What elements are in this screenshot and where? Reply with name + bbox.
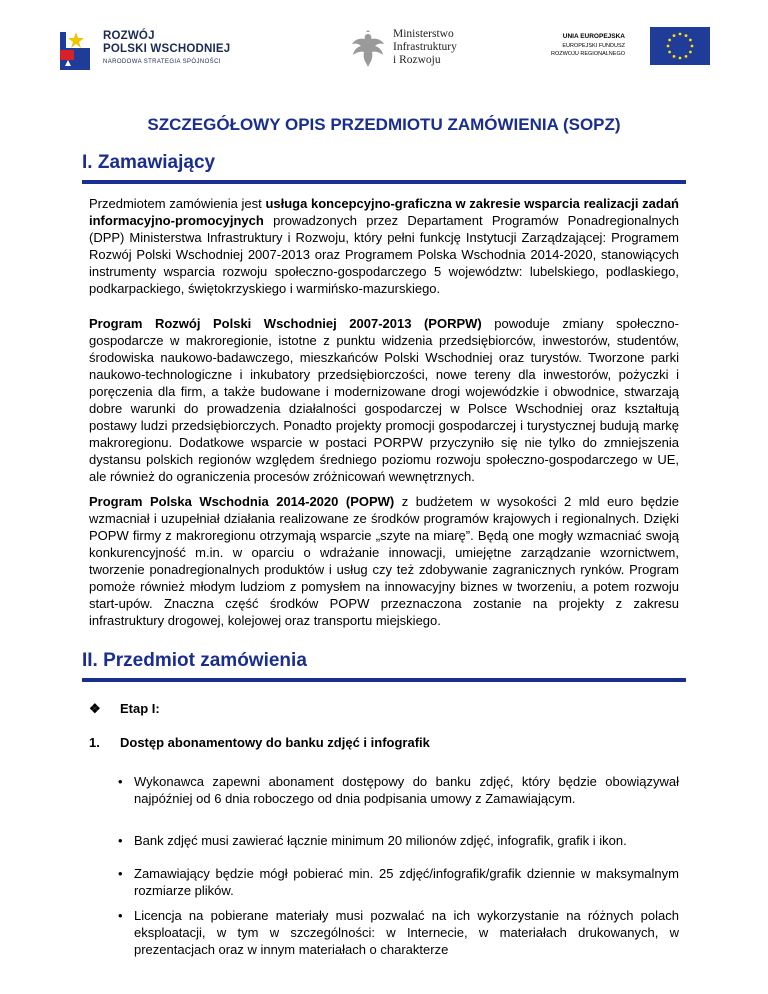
stage-label: Etap I:	[120, 701, 160, 716]
eagle-emblem-icon	[349, 30, 387, 70]
page-header	[58, 26, 710, 86]
eu-flag-icon	[650, 27, 710, 65]
left-logo-line2: POLSKI WSCHODNIEJ	[103, 43, 231, 55]
rozwoj-polski-wschodniej-logo	[58, 26, 258, 74]
section-heading-przedmiot	[82, 650, 686, 672]
mid-logo-line3: i Rozwoju	[393, 54, 441, 66]
nss-emblem-icon	[58, 26, 98, 72]
p1-pre: Przedmiotem zamówienia jest	[89, 196, 266, 211]
right-logo-line3: ROZWOJU REGIONALNEGO	[551, 51, 625, 57]
list-item-text: Bank zdjęć musi zawierać łącznie minimum 20 milionów zdjęć, infografik, grafik i ikon.	[134, 833, 627, 848]
bullet-dot-icon: •	[118, 908, 123, 923]
eu-logo	[510, 26, 710, 66]
right-logo-line1: UNIA EUROPEJSKA	[562, 33, 625, 40]
heading-underline	[82, 180, 686, 184]
paragraph-porpw	[89, 315, 679, 485]
section-heading-zamawiajacy	[82, 152, 686, 174]
left-logo-line3: NARODOWA STRATEGIA SPÓJNOŚCI	[103, 59, 221, 65]
right-logo-line2: EUROPEJSKI FUNDUSZ	[562, 43, 625, 49]
paragraph-popw	[89, 493, 679, 629]
document-title: SZCZEGÓŁOWY OPIS PRZEDMIOTU ZAMÓWIENIA (SOPZ)	[147, 115, 621, 134]
list-item-text: Wykonawca zapewni abonament dostępowy do banku zdjęć, który będzie obowiązywał najpóźniej od 6 dnia roboczego od dnia podpisania umowy z Zamawiającym.	[134, 774, 679, 806]
p3-post: z budżetem w wysokości 2 mld euro będzie wzmacniał i uzupełniał działania realizowane ze środków programów krajowych i regionalnych. Dzięki POPW firmy z makroregionu otrzymają wsparcie „szyte na miarę”. Będą one mogły wzmacniać swoją konkurencyjność m.in. w oparciu o wdrażanie innowacji, umiejętne zarządzanie wzornictwem, tworzenie ponadregionalnych produktów i usług czy też zdobywanie zagranicznych rynków. Program pomoże również młodym ludziom z pomysłem na innowacyjny biznes w tworzeniu, a potem rozwoju start-upów. Znaczna część środków POPW przeznaczona zostanie na projekty z zakresu infrastruktury drogowej, kolejowej oraz transportu miejskiego.	[89, 494, 679, 628]
diamond-bullet-icon: ❖	[89, 701, 101, 716]
section-heading-text: II. Przedmiot zamówienia	[82, 650, 307, 671]
item-title: Dostęp abonamentowy do banku zdjęć i infografik	[120, 735, 430, 750]
list-item-text: Zamawiający będzie mógł pobierać min. 25 zdjęć/infografik/grafik dziennie w maksymalnym rozmiarze plików.	[134, 866, 679, 898]
mid-logo-line1: Ministerstwo	[393, 28, 454, 40]
paragraph-intro	[89, 195, 679, 297]
item-number: 1.	[89, 735, 100, 750]
heading-underline	[82, 678, 686, 682]
list-item-text: Licencja na pobierane materiały musi pozwalać na ich wykorzystanie na różnych polach eksploatacji, w tym w szczególności: w Internecie, w materiałach drukowanych, w prezentacjach oraz w innym materiałach o charakterze	[134, 908, 679, 957]
section-heading-text: I. Zamawiający	[82, 152, 216, 173]
bullet-dot-icon: •	[118, 866, 123, 881]
mid-logo-line2: Infrastruktury	[393, 41, 457, 53]
bullet-dot-icon: •	[118, 833, 123, 848]
p3-bold: Program Polska Wschodnia 2014-2020 (POPW)	[89, 494, 395, 509]
p2-bold: Program Rozwój Polski Wschodniej 2007-2013 (PORPW)	[89, 316, 482, 331]
ministry-logo	[349, 26, 479, 86]
p1-bold: usługa koncepcyjno-graficzna w zakresie wsparcia realizacji zadań informacyjno-promocyjnych	[89, 196, 679, 228]
left-logo-line1: ROZWÓJ	[103, 30, 155, 42]
bullet-dot-icon: •	[118, 774, 123, 789]
p1-post: prowadzonych przez Departament Programów Ponadregionalnych (DPP) Ministerstwa Infrastruktury i Rozwoju, który pełni funkcję Instytucji Zarządzającej: Programem Rozwój Polski Wschodniej 2007-2013 oraz Programem Polska Wschodnia 2014-2020, stanowiących instrumenty wsparcia rozwoju społeczno-gospodarczego 5 województw: lubelskiego, podlaskiego, podkarpackiego, świętokrzyskiego i warmińsko-mazurskiego.	[89, 213, 679, 296]
p2-post: powoduje zmiany społeczno-gospodarcze w makroregionie, istotne z punktu widzenia przedsiębiorców, inwestorów, studentów, środowiska naukowo-badawczego, mieszkańców Polski Wschodniej oraz turystów. Tworzone parki naukowo-technologiczne i inkubatory przedsiębiorczości, nowe tereny dla inwestorów, pożyczki i poręczenia dla firm, a także budowane i modernizowane drogi wojewódzkie i obwodnice, stwarzają dobre warunki do prowadzenia działalności gospodarczej w Polsce Wschodniej oraz kształtują postawy ludzi przedsiębiorczych. Ponadto projekty promocji gospodarczej i turystycznej budują markę makroregionu. Dodatkowe wsparcie w postaci PORPW przyczyniło się nie tylko do zmniejszenia dystansu polskich regionów względem średniego poziomu rozwoju społeczno-gospodarczego w UE, ale również do ograniczenia procesów zróżnicowań wewnętrznych.	[89, 316, 679, 484]
